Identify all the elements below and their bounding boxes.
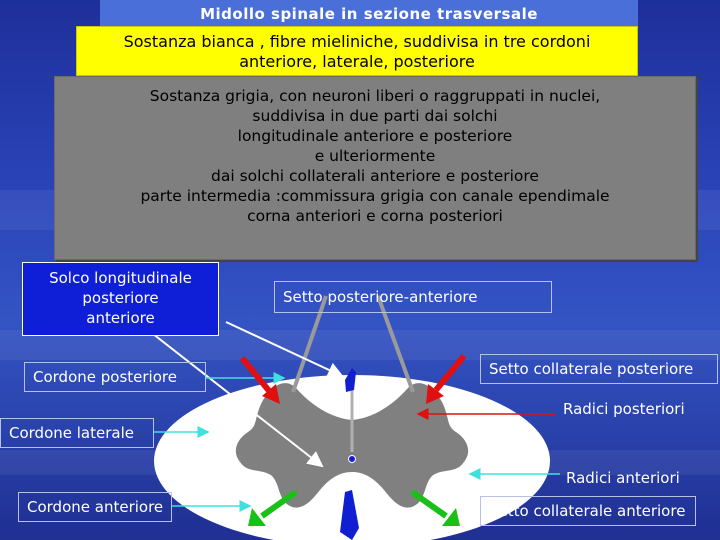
grey-matter-line: Sostanza grigia, con neuroni liberi o raggruppati in nuclei, (149, 87, 601, 105)
sulcus-box (22, 262, 219, 336)
grey-matter-line: e ulteriormente (314, 147, 436, 165)
label-setto-collaterale-posteriore: Setto collaterale posteriore (480, 354, 718, 384)
label-radici-posteriori: Radici posteriori (563, 400, 685, 418)
label-cordone-posteriore: Cordone posteriore (24, 362, 206, 392)
white-matter-box (76, 26, 638, 76)
grey-matter-line: longitudinale anteriore e posteriore (237, 127, 513, 145)
grey-matter-line: corna anteriori e corna posteriori (247, 207, 503, 225)
grey-matter-box (54, 76, 696, 260)
sulcus-line: posteriore (82, 289, 159, 307)
sulcus-line: Solco longitudinale (49, 269, 192, 287)
slide-title: Midollo spinale in sezione trasversale (100, 0, 638, 28)
white-matter-line: anteriore, laterale, posteriore (239, 52, 475, 71)
label-cordone-anteriore: Cordone anteriore (18, 492, 172, 522)
central-canal (349, 456, 356, 463)
grey-matter-line: suddivisa in due parti dai solchi (252, 107, 498, 125)
grey-matter-line: parte intermedia :commissura grigia con canale ependimale (140, 187, 610, 205)
grey-matter-line: dai solchi collaterali anteriore e posteriore (211, 167, 539, 185)
sulcus-line: anteriore (86, 309, 155, 327)
label-setto-collaterale-anteriore: Setto collaterale anteriore (480, 496, 696, 526)
white-matter-line: Sostanza bianca , fibre mieliniche, suddivisa in tre cordoni (123, 32, 591, 51)
label-cordone-laterale: Cordone laterale (0, 418, 154, 448)
label-setto-posteriore-anteriore: Setto posteriore-anteriore (274, 281, 552, 313)
label-radici-anteriori: Radici anteriori (566, 469, 680, 487)
